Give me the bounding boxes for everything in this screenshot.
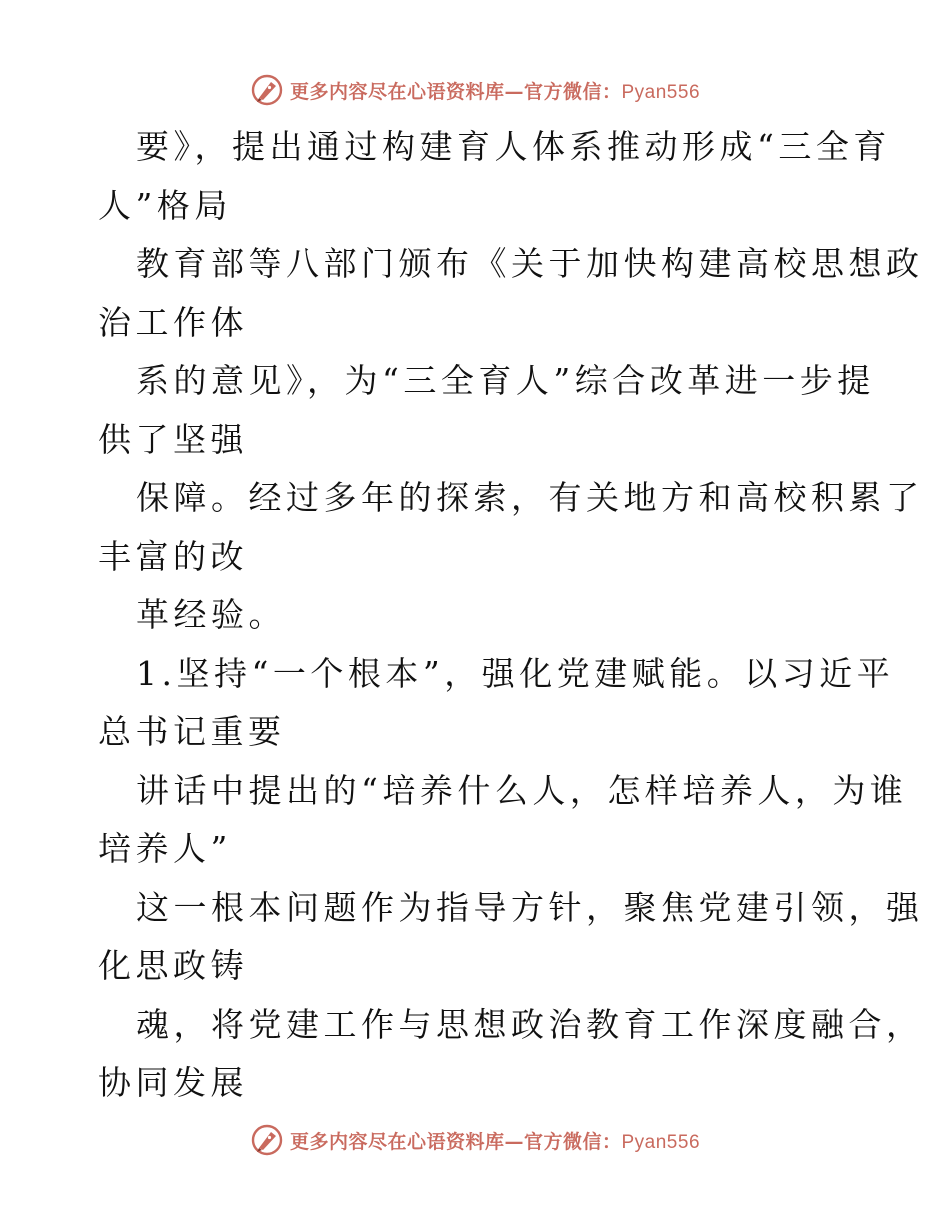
- text-line: 魂，将党建工作与思想政治教育工作深度融合，: [136, 1004, 924, 1044]
- footer-watermark: [0, 1120, 950, 1160]
- text-line: 丰富的改: [98, 536, 248, 576]
- text-line: 讲话中提出的“培养什么人，怎样培养人，为谁: [136, 770, 908, 810]
- text-line: 治工作体: [98, 302, 248, 342]
- text-line: 教育部等八部门颁布《关于加快构建高校思想政: [136, 244, 924, 283]
- text-line: 化思政铸: [98, 946, 248, 985]
- text-line: 总书记重要: [98, 712, 286, 751]
- pen-nib-logo-icon: [250, 73, 284, 107]
- text-line: 1.坚持“一个根本”，强化党建赋能。以习近平: [136, 653, 895, 693]
- document-body: [98, 118, 924, 1113]
- text-line: 革经验。: [136, 595, 286, 634]
- text-line: 这一根本问题作为指导方针，聚焦党建引领，强: [136, 887, 924, 927]
- text-line: 要》，提出通过构建育人体系推动形成“三全育: [136, 127, 891, 166]
- watermark-text: 更多内容尽在心语资料库—官方微信：Pyan556: [289, 80, 701, 103]
- header-watermark: [0, 70, 950, 110]
- text-line: 保障。经过多年的探索，有关地方和高校积累了: [136, 478, 924, 517]
- text-line: 协同发展: [98, 1063, 248, 1102]
- text-line: 人”格局: [98, 185, 232, 225]
- pen-nib-logo-icon: [250, 1123, 284, 1157]
- text-line: 系的意见》，为“三全育人”综合改革进一步提: [136, 361, 875, 400]
- text-line: 供了坚强: [98, 419, 248, 459]
- text-line: 培养人”: [98, 829, 232, 868]
- watermark-text: 更多内容尽在心语资料库—官方微信：Pyan556: [289, 1130, 701, 1153]
